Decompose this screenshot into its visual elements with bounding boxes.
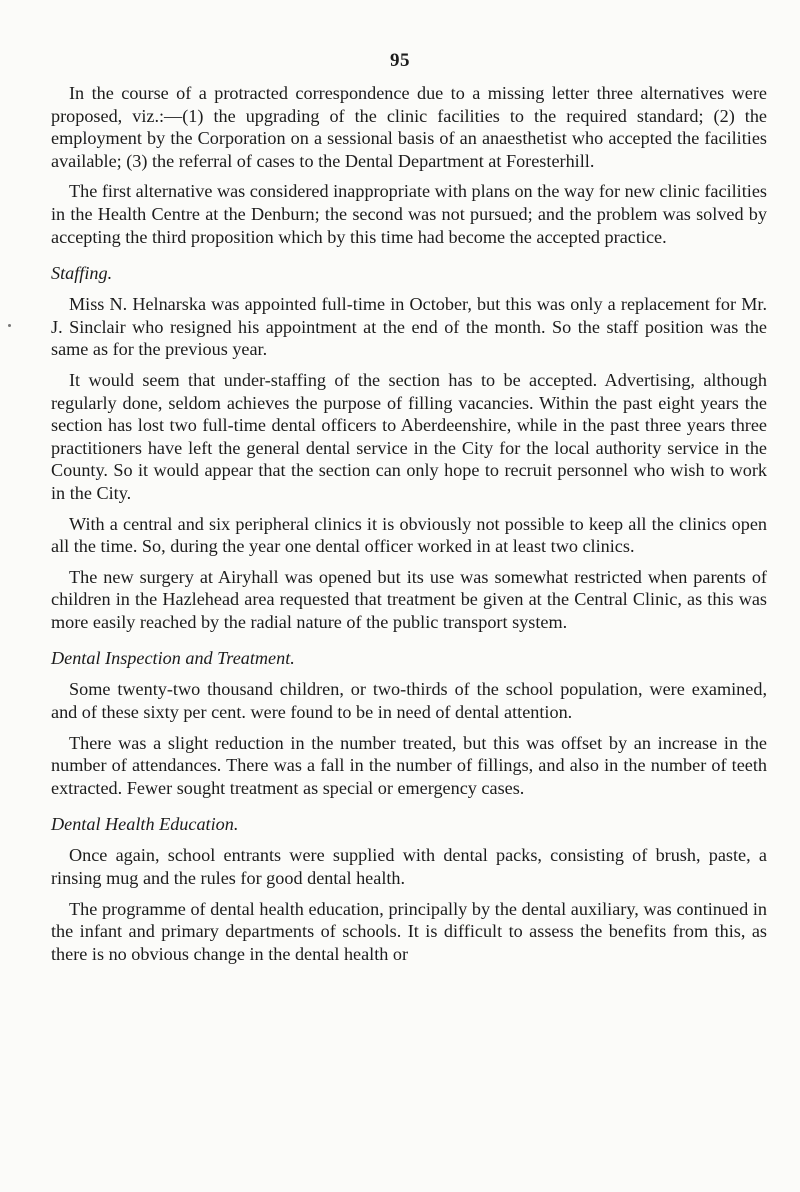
paragraph: With a central and six peripheral clinics it is obviously not possible to keep all the clinics open all the time. So, during the year one dental officer worked in at least two clinics. (51, 513, 767, 557)
paragraph: There was a slight reduction in the number treated, but this was offset by an increase in the number of attendances. There was a fall in the number of fillings, and also in the number of teeth extracted. Fewer sought treatment as special or emergency cases. (51, 732, 767, 798)
paragraph: Miss N. Helnarska was appointed full-time in October, but this was only a replacement for Mr. J. Sinclair who resigned his appointment at the end of the month. So the staff position was the same as for the previous year. (51, 294, 767, 360)
scan-speck (8, 324, 11, 327)
body-text (51, 82, 767, 965)
paragraph: Some twenty-two thousand children, or two-thirds of the school population, were examined, and of these sixty per cent. were found to be in need of dental attention. (51, 679, 767, 723)
paragraph: The programme of dental health education, principally by the dental auxiliary, was continued in the infant and primary departments of schools. It is difficult to assess the benefits from this, as there is no obvious change in the dental health or (51, 898, 767, 964)
paragraph: It would seem that under-staffing of the section has to be accepted. Advertising, although regularly done, seldom achieves the purpose of filling vacancies. Within the past eight years the section has lost two full-time dental officers to Aberdeenshire, while in the past three years three practitioners have left the general dental service in the City for the local authority service in the County. So it would appear that the section can only hope to recruit personnel who wish to work in the City. (51, 369, 767, 503)
section-heading-dental-inspection: Dental Inspection and Treatment. (51, 648, 295, 669)
paragraph: The first alternative was considered inappropriate with plans on the way for new clinic facilities in the Health Centre at the Denburn; the second was not pursued; and the problem was solved by accepting the third proposition which by this time had become the accepted practice. (51, 181, 767, 247)
paragraph: Once again, school entrants were supplied with dental packs, consisting of brush, paste, a rinsing mug and the rules for good dental health. (51, 845, 767, 889)
page-number: 95 (390, 50, 410, 71)
section-heading-dental-health-education: Dental Health Education. (51, 814, 239, 835)
section-heading-staffing: Staffing. (51, 263, 113, 284)
paragraph: In the course of a protracted correspondence due to a missing letter three alternatives were proposed, viz.:—(1) the upgrading of the clinic facilities to the required standard; (2) the employment by the Corporation on a sessional basis of an anaesthetist who accepted the facilities available; (3) the referral of cases to the Dental Department at Foresterhill. (51, 83, 767, 171)
paragraph: The new surgery at Airyhall was opened but its use was somewhat restricted when parents of children in the Hazlehead area requested that treatment be given at the Central Clinic, as this was more easily reached by the radial nature of the public transport system. (51, 566, 767, 632)
